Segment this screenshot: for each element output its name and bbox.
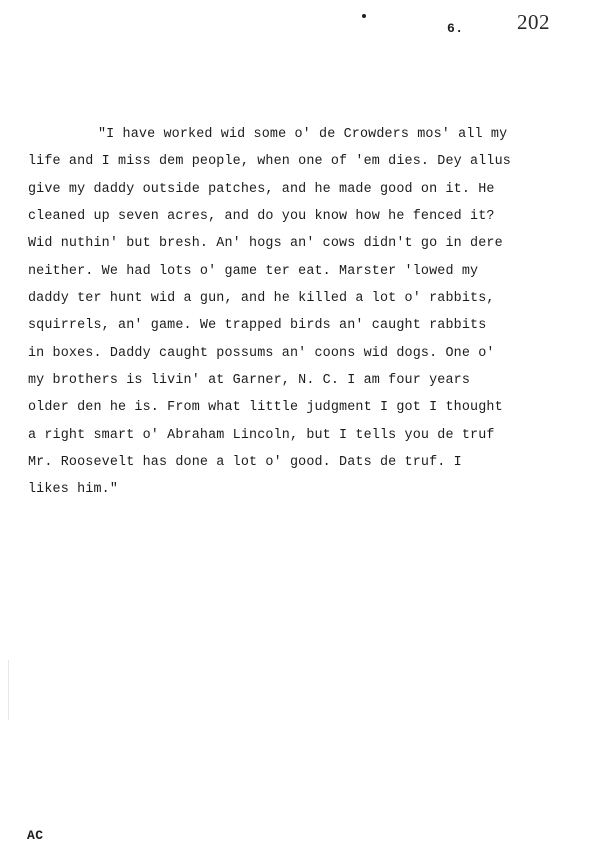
stamped-page-number: 202 — [517, 10, 550, 34]
text-line: "I have worked wid some o' de Crowders mos' all my — [98, 127, 508, 142]
stray-ink-mark — [362, 14, 366, 18]
text-line: Mr. Roosevelt has done a lot o' good. Dats de truf. I — [28, 455, 462, 471]
text-line: my brothers is livin' at Garner, N. C. I am four years — [28, 373, 471, 389]
narrative-paragraph — [28, 121, 588, 504]
typed-page-number: 6. — [447, 21, 464, 36]
text-line: life and I miss dem people, when one of 'em dies. Dey allus — [28, 154, 511, 170]
text-line: squirrels, an' game. We trapped birds an' caught rabbits — [28, 318, 487, 334]
writer-initials: AC — [27, 828, 44, 843]
text-line: a right smart o' Abraham Lincoln, but I tells you de truf — [28, 427, 495, 443]
text-line: likes him." — [28, 482, 119, 498]
text-line: in boxes. Daddy caught possums an' coons wid dogs. One o' — [28, 345, 495, 361]
scan-edge-artifact — [8, 660, 9, 720]
text-line: cleaned up seven acres, and do you know how he fenced it? — [28, 209, 495, 225]
text-line: daddy ter hunt wid a gun, and he killed a lot o' rabbits, — [28, 291, 495, 307]
text-line: older den he is. From what little judgment I got I thought — [28, 400, 503, 416]
text-line: Wid nuthin' but bresh. An' hogs an' cows didn't go in dere — [28, 236, 503, 252]
text-line: neither. We had lots o' game ter eat. Marster 'lowed my — [28, 263, 479, 279]
text-line: give my daddy outside patches, and he made good on it. He — [28, 181, 495, 197]
